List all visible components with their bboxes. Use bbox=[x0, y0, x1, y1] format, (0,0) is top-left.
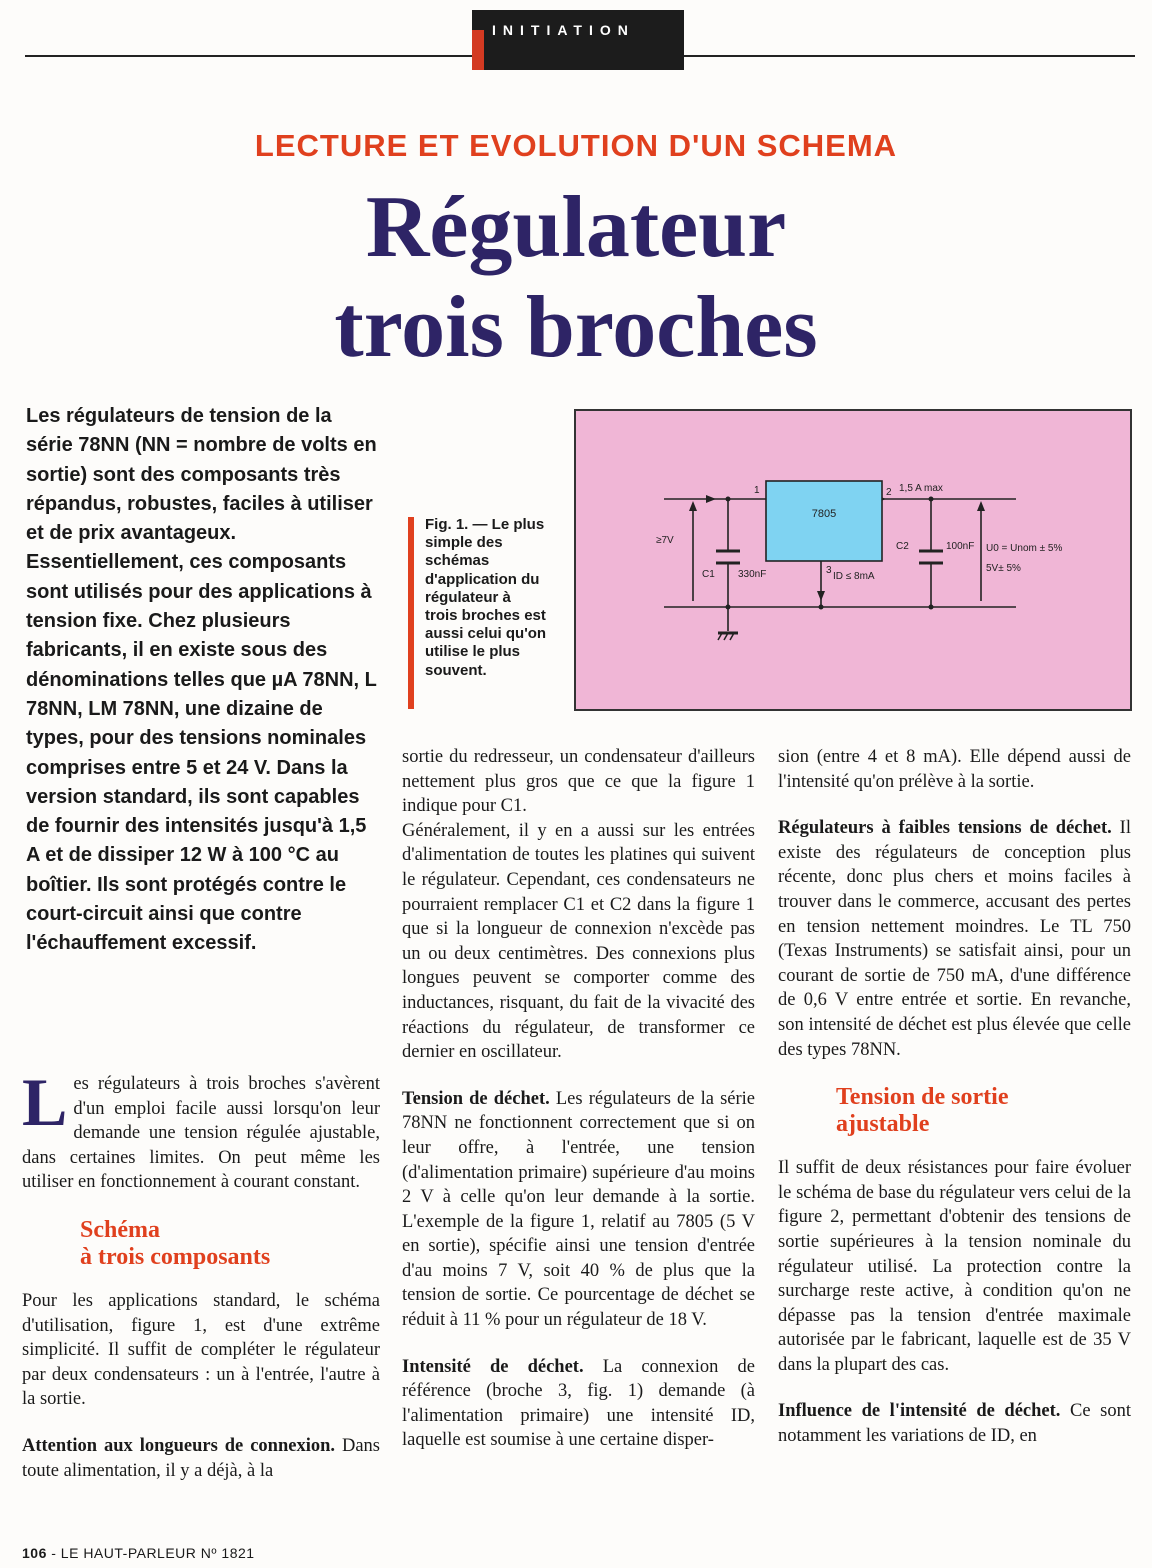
title-line-2: trois broches bbox=[334, 279, 818, 376]
pin3-label: 3 bbox=[826, 565, 832, 576]
paragraph-heading: Intensité de déchet. bbox=[402, 1356, 584, 1377]
paragraph: Pour les applications standard, le schéma d'utilisation, figure 1, est d'une extrême simplicité. Il suffit de compléter le régulateur par deux condensateurs : un à l'entrée, l'autre à la sortie. bbox=[22, 1290, 380, 1410]
page-number: 106 bbox=[22, 1545, 47, 1561]
subhead-schema bbox=[80, 1217, 380, 1271]
paragraph-heading: Attention aux longueurs de connexion. bbox=[22, 1435, 336, 1456]
pin3-arrow bbox=[817, 591, 825, 601]
paragraph: Il suffit de deux résistances pour faire évoluer le schéma de base du régulateur vers celui de la figure 2, permettant d'obtenir des tensions de sortie supérieures à la tension nominale du régulateur utilisé. La protection contre la surcharge reste active, à condition qu'on ne dépasse pas la tension d'entrée maximale autorisée par le fabricant, laquelle est de 35 V dans la plupart des cas. bbox=[778, 1158, 1131, 1375]
input-arrow bbox=[706, 495, 716, 503]
figure-1 bbox=[574, 409, 1132, 711]
paragraph-text: La connexion de référence (broche 3, fig. 1) demande (à l'alimentation primaire) une intensité ID, laquelle est soumise à une certaine disper- bbox=[402, 1356, 756, 1451]
title-line-1: Régulateur bbox=[365, 179, 787, 276]
uo-value: 5V± 5% bbox=[986, 563, 1021, 574]
ic-label: 7805 bbox=[811, 508, 837, 520]
paragraph-text: Il existe des régulateurs de conception plus récente, donc plus chers et moins faciles à trouver dans le commerce, accusant des pertes en tension nettement moindres. Le TL 750 (Texas Instruments) se satisfait ainsi, pour un courant de sortie de 750 mA, d'une différence de 0,6 V entre entrée et sortie. En revanche, son intensité de déchet est plus élevée que celle des types 78NN. bbox=[778, 818, 1131, 1060]
caption-bar bbox=[408, 517, 414, 709]
output-current-label: 1,5 A max bbox=[899, 483, 943, 494]
c2-label: C2 bbox=[896, 541, 909, 552]
paragraph-text: Ce sont notamment les variations de ID, en bbox=[778, 1401, 1132, 1447]
paragraph: sion (entre 4 et 8 mA). Elle dépend aussi de l'intensité qu'on prélève à la sortie. bbox=[778, 747, 1131, 792]
input-voltage-arrow bbox=[689, 501, 697, 511]
page-footer bbox=[22, 1545, 255, 1561]
magazine-name: - LE HAUT-PARLEUR Nº 1821 bbox=[46, 1545, 255, 1561]
column-1 bbox=[22, 1064, 380, 1505]
ic-7805 bbox=[766, 481, 882, 561]
paragraph bbox=[22, 1434, 380, 1483]
pin1-label: 1 bbox=[754, 485, 760, 496]
subhead-tension-line-1: Tension de sortie bbox=[836, 1084, 1009, 1111]
paragraph-heading: Influence de l'intensité de déchet. bbox=[778, 1401, 1061, 1422]
c1-label: C1 bbox=[702, 569, 715, 580]
intro-text: es régulateurs à trois broches s'avèrent d'un emploi facile aussi lorsqu'on leur demande une tension régulée ajustable, dans certaines limites. On peut même les utiliser en fonctionnement à courant constant. bbox=[22, 1074, 380, 1193]
kicker: LECTURE ET EVOLUTION D'UN SCHEMA bbox=[254, 128, 898, 163]
column-3 bbox=[778, 745, 1131, 1471]
section-tag bbox=[472, 10, 684, 70]
section-tag-label: INITIATION bbox=[492, 22, 635, 38]
subhead-schema-line-2: à trois composants bbox=[80, 1243, 271, 1270]
paragraph bbox=[402, 1355, 755, 1453]
id-label: ID ≤ 8mA bbox=[833, 571, 875, 582]
column-2 bbox=[402, 745, 755, 1475]
output-voltage-arrow bbox=[977, 501, 985, 511]
paragraph bbox=[778, 816, 1131, 1062]
paragraph-heading: Régulateurs à faibles tensions de déchet. bbox=[778, 818, 1112, 839]
pin2-label: 2 bbox=[886, 487, 892, 498]
subhead-tension-line-2: ajustable bbox=[836, 1111, 930, 1138]
section-tag-accent bbox=[472, 30, 484, 70]
paragraph: sortie du redresseur, un condensateur d'ailleurs nettement plus gros que ce que la figure 1 indique pour C1. bbox=[402, 747, 755, 817]
c2-value: 100nF bbox=[946, 541, 975, 552]
paragraph-heading: Tension de déchet. bbox=[402, 1088, 550, 1109]
intro-paragraph bbox=[22, 1064, 380, 1195]
input-voltage-label: ≥7V bbox=[656, 535, 674, 546]
drop-cap: L bbox=[22, 1064, 68, 1140]
uo-label: U0 = Unom ± 5% bbox=[986, 543, 1063, 554]
schematic bbox=[576, 411, 1130, 709]
paragraph bbox=[402, 1087, 755, 1333]
paragraph: Généralement, il y en a aussi sur les entrées d'alimentation de toutes les platines qui suivent le régulateur. Cependant, ces condensateurs ne pourraient remplacer C1 et C2 dans la figure 1 que si la longueur de connexion n'excède pas un ou deux centimètres. Des connexions plus longues peuvent se comporter comme des inductances, risquant, du fait de la vivacité des réactions du régulateur, de transformer ce dernier en oscillateur. bbox=[402, 820, 755, 1063]
paragraph-text: Dans toute alimentation, il y a déjà, à la bbox=[22, 1435, 380, 1481]
paragraph-text: Les régulateurs de la série 78NN ne fonctionnent correctement que si on leur offre, à l'entrée, une tension (d'alimentation primaire) supérieure d'au moins 2 V à celle qu'on leur demande à la sortie. L'exemple de la figure 1, relatif au 7805 (5 V en sortie), spécifie ainsi une tension d'entrée d'au moins 7 V, soit 40 % de plus que la tension de sortie. Ce pourcentage de déchet se réduit à 11 % pour un régulateur de 18 V. bbox=[402, 1088, 755, 1331]
paragraph bbox=[778, 1399, 1131, 1448]
figure-caption: Fig. 1. — Le plus simple des schémas d'application du régulateur à trois broches est aussi celui qu'on utilise le plus souvent. bbox=[425, 516, 547, 679]
c1-value: 330nF bbox=[738, 569, 767, 580]
chapeau: Les régulateurs de tension de la série 78NN (NN = nombre de volts en sortie) sont des composants très répandus, robustes, faciles à utiliser et de prix avantageux. Essentiellement, ces composants sont utilisés pour des applications à tension fixe. Chez plusieurs fabricants, il en existe sous des dénominations telles que µA 78NN, L 78NN, LM 78NN, une dizaine de types, pour des tensions nominales comprises entre 5 et 24 V. Dans la version standard, ils sont capables de fournir des intensités jusqu'à 1,5 A et de dissiper 12 W à 100 °C au boîtier. Ils sont protégés contre le court-circuit ainsi que contre l'échauffement excessif. bbox=[26, 405, 377, 955]
subhead-schema-line-1: Schéma bbox=[80, 1216, 160, 1243]
subhead-tension bbox=[836, 1084, 1131, 1138]
